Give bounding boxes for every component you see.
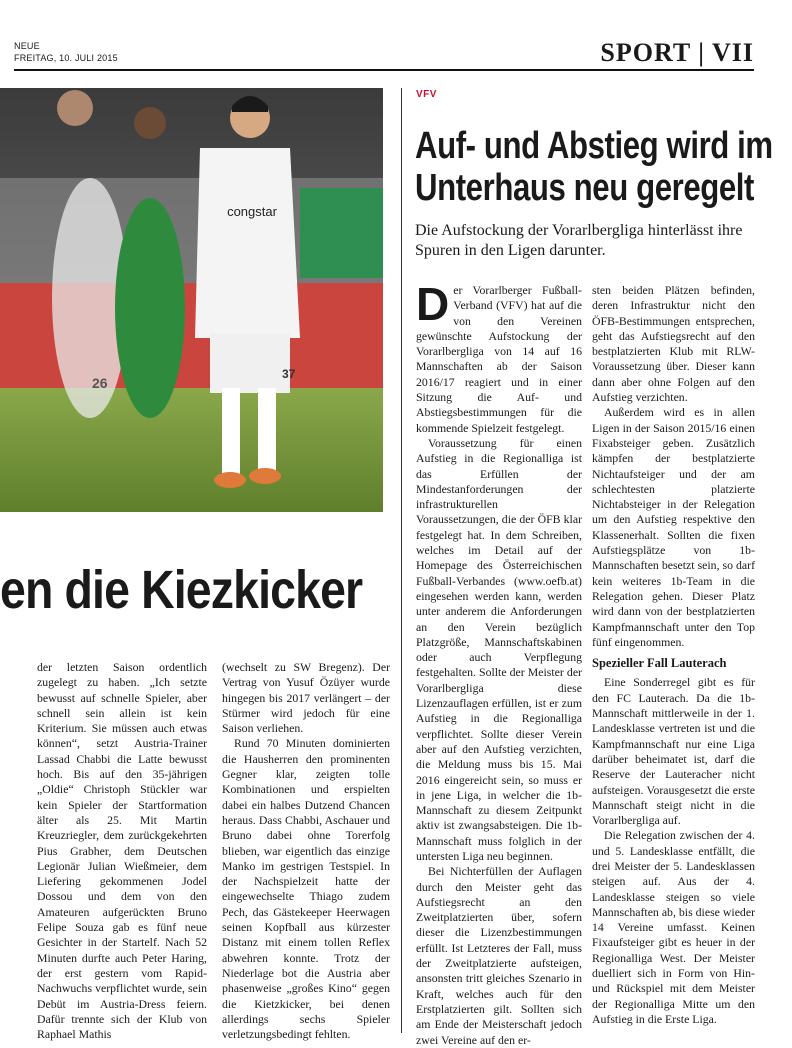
right-col1-paragraph-2: Voraussetzung für einen Aufstieg in die Regionalliga ist das Erfüllen der Mindestanforderungen der infrastrukturellen Voraussetzungen, die der ÖFB klar festgelegt hat. In dem Schreiben, welches im Detail auf der Homepage des Österreichischen Fußball-Verbandes (www.oefb.at) eingesehen werden kann, werden unter anderem die Anforderungen an den Verein bezüglich Platzgröße, Mannschaftskabinen oder auch Verpflegung festgehalten. Sollte der Meister der Vorarlbergliga diese Lizenzauflagen erfüllen, ist er zum Aufstieg in die Regionalliga verpflichtet. Sollte dieser Verein aber auf den Aufstieg verzichten, die Meldung muss bis 15. Mai 2016 eingereicht sein, so muss er in jene Liga, in welcher die 1b-Mannschaft zu diesem Zeitpunkt aktiv ist zwangsabsteigen. Die 1b-Mannschaft muss folglich in der untersten Liga neu beginnen.: [416, 435, 582, 863]
left-col1-paragraph: der letzten Saison ordentlich zugelegt zu haben. „Ich setzte bewusst auf schnelle Spieler, aber schnell sein allein ist kein Kriterium. Sie müssen auch etwas können“, setzt Austria-Trainer Lassad Chabbi die Latte bewusst hoch. Bis auf den 35-jährigen „Oldie“ Christoph Stückler war kein Spieler der Startformation älter als 25. Mit Martin Kreuzriegler, dem zurückgekehrten Pius Grabher, dem Deutschen Legionär Julian Wießmeier, dem Liefering gekommenen Jodel Dossou und dem von den Amateuren aufgerückten Bruno Felipe Souza gab es fünf neue Gesichter in der Startelf. Nach 52 Minuten durfte auch Peter Haring, der erst gestern vom Rapid-Nachwuchs verpflichtet wurde, sein Debüt im Austria-Dress feiern. Dafür trennte sich der Klub von Raphael Mathis: [37, 660, 207, 1042]
jersey-sponsor: congstar: [227, 204, 277, 219]
story-kicker: VFV: [416, 89, 437, 100]
right-col1-paragraph-3: Bei Nichterfüllen der Auflagen durch den Meister geht das Aufstiegsrecht an den Zweitplatzierten über, sofern dieser die Lizenzbestimmungen erfüllt. Ist Letzteres der Fall, muss der Zweitplatzierte aufsteigen, ansonsten tritt gleiches Szenario in Kraft, welches auch für den Erstplatzierten gilt. Sollten sich am Ende der Meisterschaft jedoch zwei Vereine auf den er-: [416, 864, 582, 1047]
left-col2-paragraph-2: Rund 70 Minuten dominierten die Hausherren den prominenten Gegner klar, zeigten tolle Kombinationen und erspielten dabei ein halbes Dutzend Chancen heraus. Dass Chabbi, Aschauer und Bruno dabei ohne Torerfolg blieben, war eigentlich das einzige Manko im gestrigen Testspiel. In der Nachspielzeit hatte der eingewechselte Thiago zudem Pech, das Gästekeeper Heerwagen seinen Kopfball aus kürzester Distanz mit einem tollen Reflex abwehren konnte. Trotz der Niederlage bot die Austria aber phasenweise „großes Kino“ gegen die Kietzkicker, bei denen allerdings sechs Spieler verletzungsbedingt fehlten.: [222, 736, 390, 1042]
column-divider: [401, 88, 402, 1033]
left-headline: en die Kiezkicker: [0, 560, 363, 620]
header-rule: [14, 69, 754, 71]
other-jersey-number: 26: [92, 375, 108, 391]
right-col2-paragraph-1: sten beiden Plätzen befinden, deren Infrastruktur nicht den ÖFB-Bestimmungen entsprechen, geht das Aufstiegsrecht auf den bestplatzierten Klub mit RLW-Voraussetzung über. Dieser kann dann aber ohne Folgen auf den Aufstieg verzichten.: [592, 283, 755, 405]
right-col2-paragraph-2: Außerdem wird es in allen Ligen in der Saison 2015/16 einen Fixabsteiger geben. Zusätzlich kämpfen der bestplatzierte Nichtaufsteiger und der am schlechtesten platzierte Nichtabsteiger in der Relegation um den Aufstieg respektive den Klassenerhalt. Sollten die fixen Aufstiegsplätze von 1b-Mannschaften besetzt sein, so darf kein weiteres 1b-Team in die Relegation gehen. Dieser Platz wird dann von der bestplatzierten Kampfmannschaft unter den Top fünf eingenommen.: [592, 405, 755, 649]
right-story-column-2: [592, 283, 755, 1027]
right-col2-paragraph-3: Eine Sonderregel gibt es für den FC Lauterach. Da die 1b-Mannschaft mittlerweile in der 1. Landesklasse vertreten ist und die Kampfmannschaft nur eine Liga darüber beheimatet ist, darf die Reserve der Lauteracher nicht aufsteigen. Vorausgesetzt die erste Mannschaft steigt nicht in die Vorarlbergliga auf.: [592, 675, 755, 828]
jersey-number: 37: [282, 367, 296, 381]
right-col1-paragraph-1-text: er Vorarlberger Fußball-Verband (VFV) hat auf die von den Vereinen gewünschte Aufstockung der Vorarlbergliga von 14 auf 16 Mannschaften ab der Saison 2016/17 reagiert und in einer Sitzung die Auf- und Abstiegsbestimmungen für die kommende Spielzeit festgelegt.: [416, 283, 582, 435]
left-story-column-1: [37, 660, 207, 1042]
story-title: [415, 125, 773, 209]
story-title-line-2: Unterhaus neu geregelt: [415, 167, 755, 209]
left-col2-paragraph-1: (wechselt zu SW Bregenz). Der Vertrag von Yusuf Özüyer wurde hingegen bis 2017 verlängert – der Stürmer wird jedoch für eine Saison verliehen.: [222, 660, 390, 736]
story-title-line-1: Auf- und Abstieg wird im: [415, 125, 773, 167]
drop-cap: D: [416, 278, 450, 330]
paper-name: NEUE: [14, 41, 40, 51]
story-subtitle: Die Aufstockung der Vorarlbergliga hinterlässt ihre Spuren in den Ligen darunter.: [415, 222, 743, 259]
left-story-column-2: [222, 660, 390, 1042]
page-header-left: [14, 40, 118, 64]
right-col2-subheading: Spezieller Fall Lauterach: [592, 656, 727, 671]
issue-date: FREITAG, 10. JULI 2015: [14, 53, 118, 63]
right-col2-paragraph-4: Die Relegation zwischen der 4. und 5. Landesklasse entfällt, die drei Meister der 5. Landesklassen steigen auf. Aus der 4. Landesklasse steigen so viele Mannschaften ab, bis diese wieder 14 Vereine umfasst. Keinen Fixaufsteiger gibt es heuer in der Regionalliga West. Der Meister duelliert sich in Form von Hin- und Rückspiel mit dem Meister der Regionalliga Mitte um den Aufstieg in die Erste Liga.: [592, 828, 755, 1026]
right-story-column-1: [416, 278, 582, 1048]
section-label: SPORT | VII: [600, 38, 754, 67]
right-col1-paragraph-1: [416, 278, 582, 436]
football-photo: [0, 88, 383, 512]
